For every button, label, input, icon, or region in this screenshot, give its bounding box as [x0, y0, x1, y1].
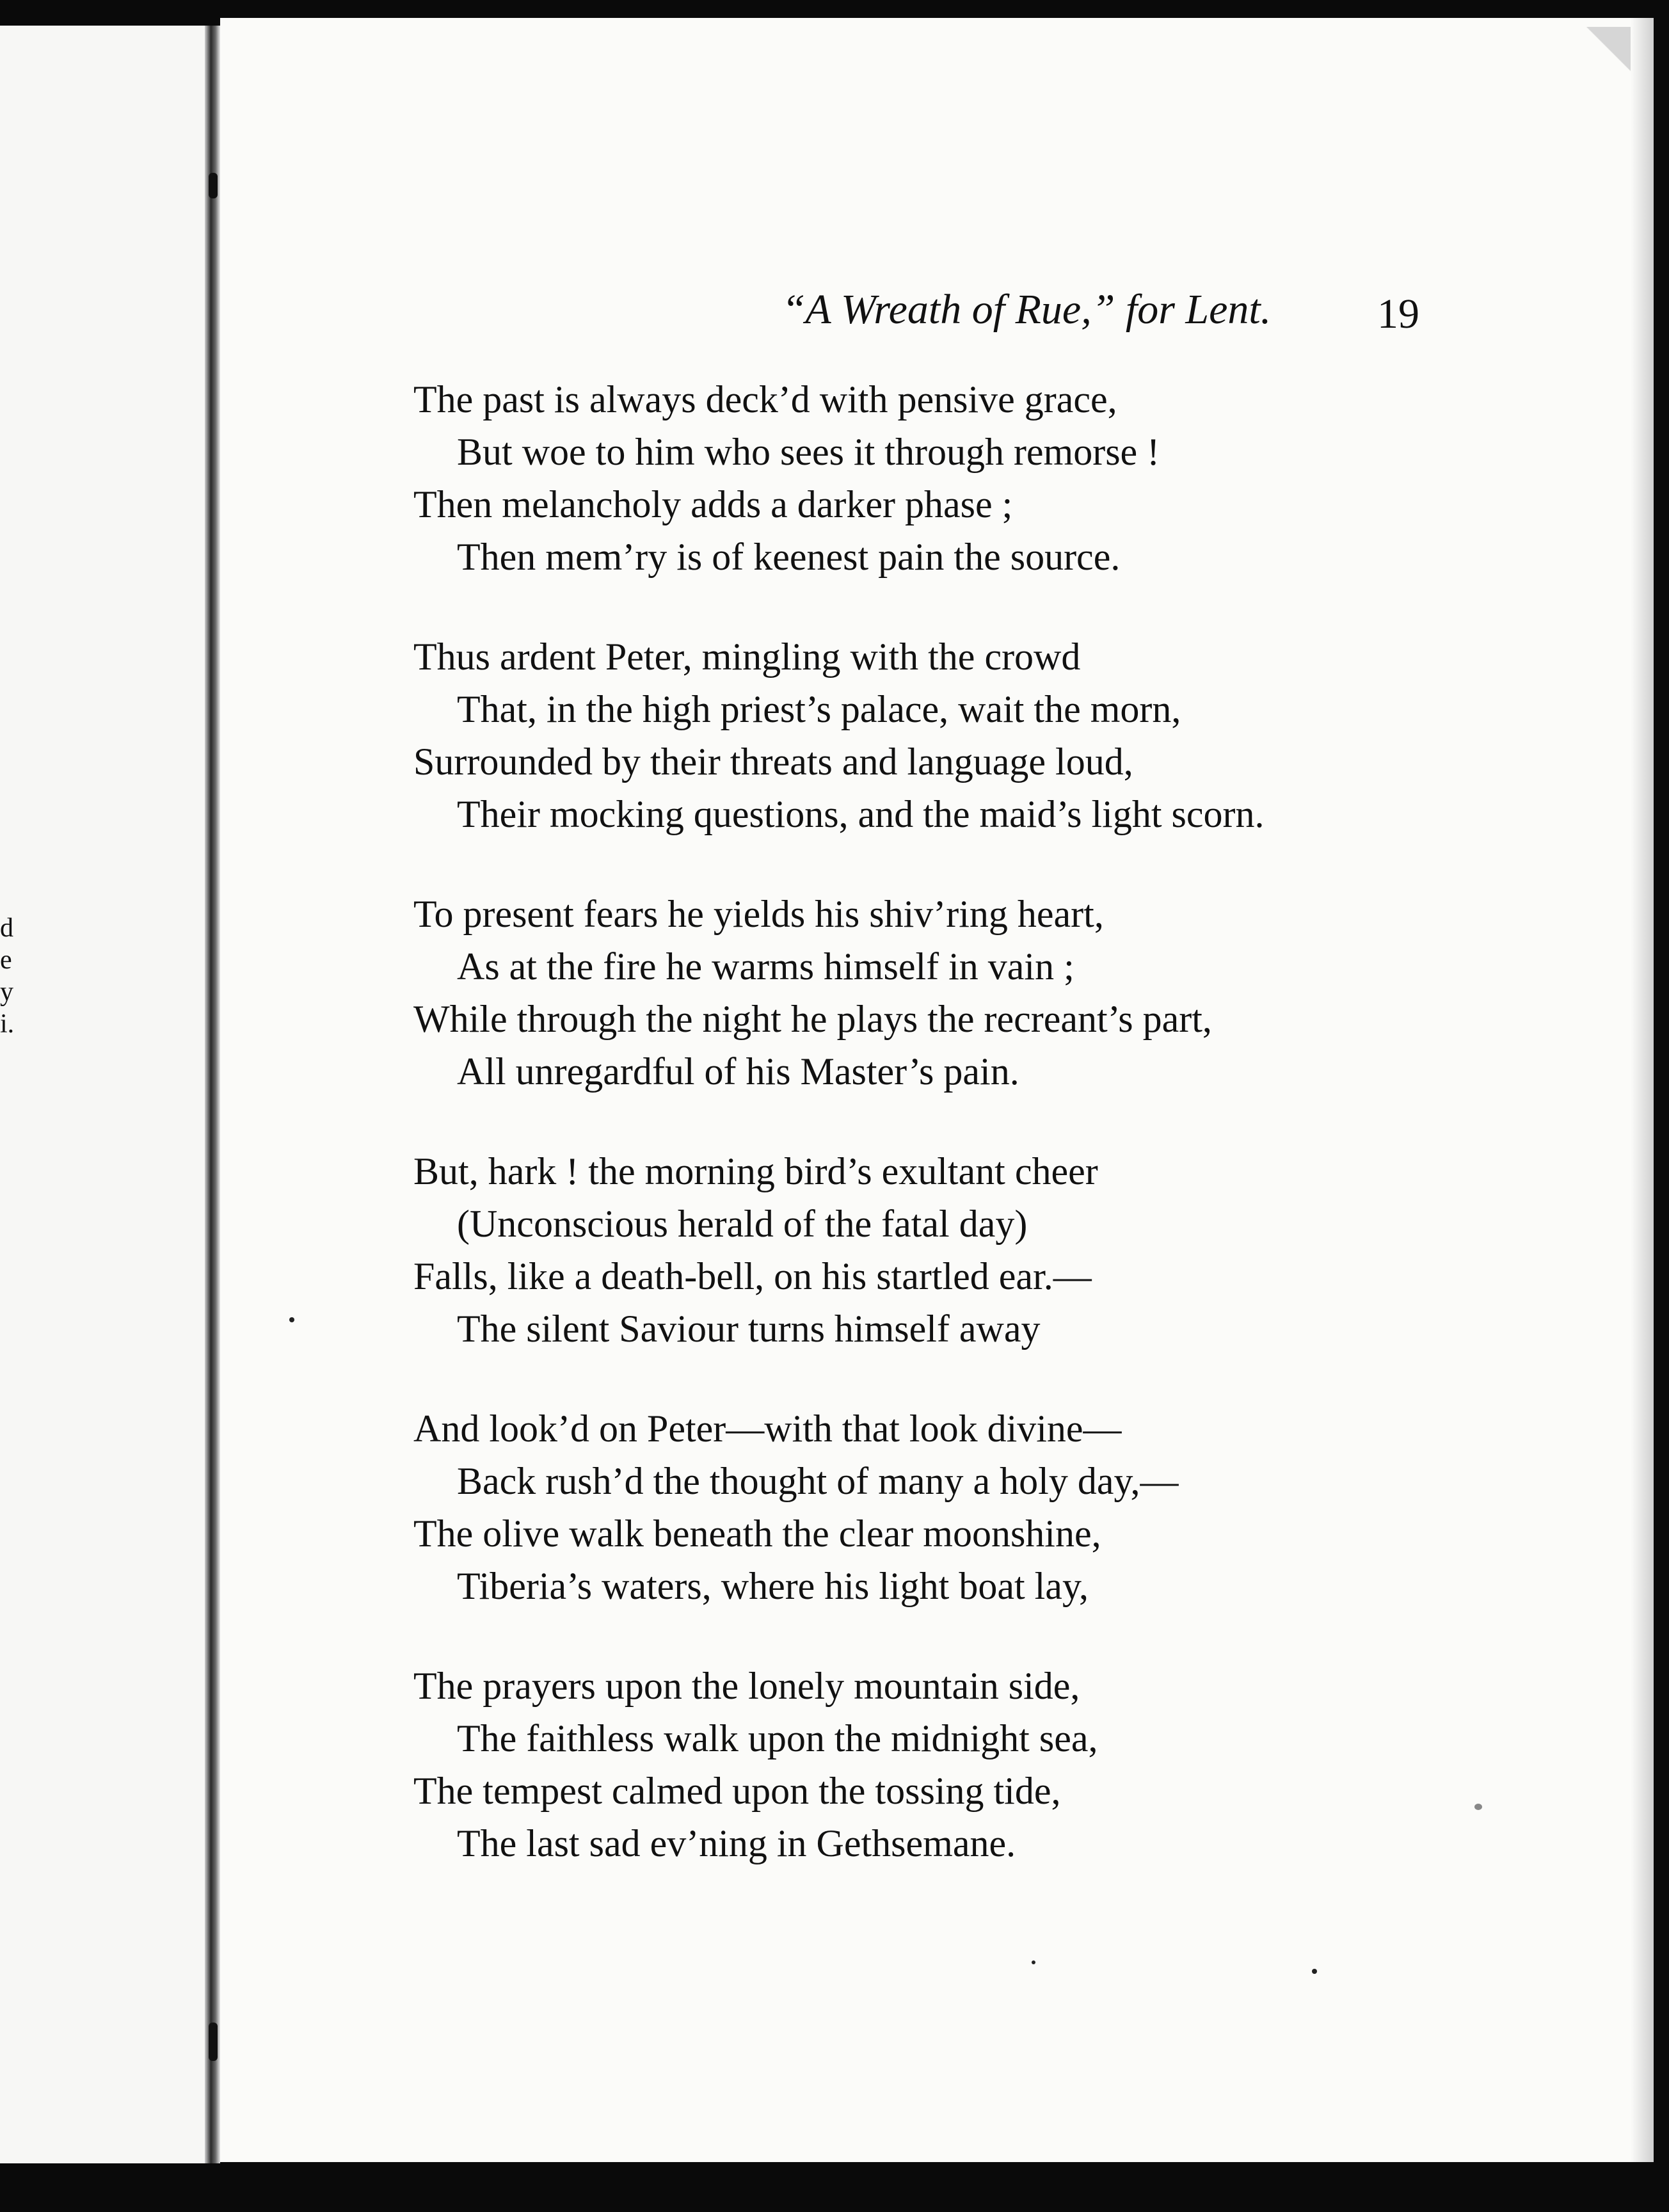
poem-line: That, in the high priest’s palace, wait the morn, — [457, 688, 1181, 730]
facing-page-letter: y — [0, 977, 13, 1007]
poem-line: Falls, like a death-bell, on his startled ear.— — [413, 1255, 1092, 1297]
page-edge-shadow — [1631, 18, 1654, 2162]
poem-line: The faithless walk upon the midnight sea, — [457, 1717, 1098, 1759]
facing-page-edge — [0, 26, 205, 2163]
facing-page-letter: d — [0, 913, 13, 943]
book-gutter — [205, 26, 220, 2163]
facing-page-text-fragments — [0, 912, 19, 1040]
poem-line: As at the fire he warms himself in vain ; — [457, 945, 1074, 988]
poem-line: The tempest calmed upon the tossing tide, — [413, 1770, 1061, 1812]
binding-stitch — [209, 173, 218, 198]
facing-page-letter: e — [0, 945, 12, 975]
poem-line: Thus ardent Peter, mingling with the crowd — [413, 636, 1081, 678]
binding-stitch — [209, 2023, 218, 2061]
poem-line: But, hark ! the morning bird’s exultant cheer — [413, 1150, 1098, 1192]
book-page — [220, 18, 1654, 2162]
paper-speck — [1032, 1960, 1035, 1964]
poem-line: Surrounded by their threats and language loud, — [413, 741, 1133, 783]
poem-line: Tiberia’s waters, where his light boat lay, — [457, 1565, 1089, 1607]
poem-line: But woe to him who sees it through remorse ! — [457, 431, 1160, 473]
poem-line: All unregardful of his Master’s pain. — [457, 1050, 1019, 1093]
page-number: 19 — [1377, 291, 1419, 337]
running-head: “A Wreath of Rue,” for Lent. — [781, 286, 1272, 333]
stanza — [413, 1402, 1629, 1612]
paper-speck — [1474, 1804, 1482, 1810]
poem-line: Then mem’ry is of keenest pain the source. — [457, 536, 1121, 578]
poem-line: Their mocking questions, and the maid’s light scorn. — [457, 793, 1265, 835]
scan-border-bottom — [0, 2163, 1669, 2212]
poem-line: The past is always deck’d with pensive grace, — [413, 378, 1117, 421]
paper-speck — [289, 1317, 294, 1322]
poem-line: The olive walk beneath the clear moonshine, — [413, 1512, 1101, 1555]
stanza — [413, 1660, 1629, 1870]
poem-line: Then melancholy adds a darker phase ; — [413, 483, 1013, 525]
stanza — [413, 1145, 1629, 1355]
stanza — [413, 630, 1629, 840]
stanza — [413, 888, 1629, 1098]
poem-line: And look’d on Peter—with that look divine— — [413, 1407, 1122, 1450]
poem-line: The silent Saviour turns himself away — [457, 1308, 1041, 1350]
poem-line: Back rush’d the thought of many a holy day,— — [457, 1460, 1179, 1502]
poem-line: The last sad ev’ning in Gethsemane. — [457, 1822, 1016, 1864]
facing-page-letter: i. — [0, 1009, 15, 1039]
poem-body — [413, 373, 1629, 1917]
poem-line: To present fears he yields his shiv’ring heart, — [413, 893, 1104, 935]
poem-line: While through the night he plays the recreant’s part, — [413, 998, 1212, 1040]
stanza — [413, 373, 1629, 583]
paper-speck — [1312, 1969, 1317, 1974]
poem-line: (Unconscious herald of the fatal day) — [457, 1203, 1028, 1245]
poem-line: The prayers upon the lonely mountain side, — [413, 1665, 1080, 1707]
